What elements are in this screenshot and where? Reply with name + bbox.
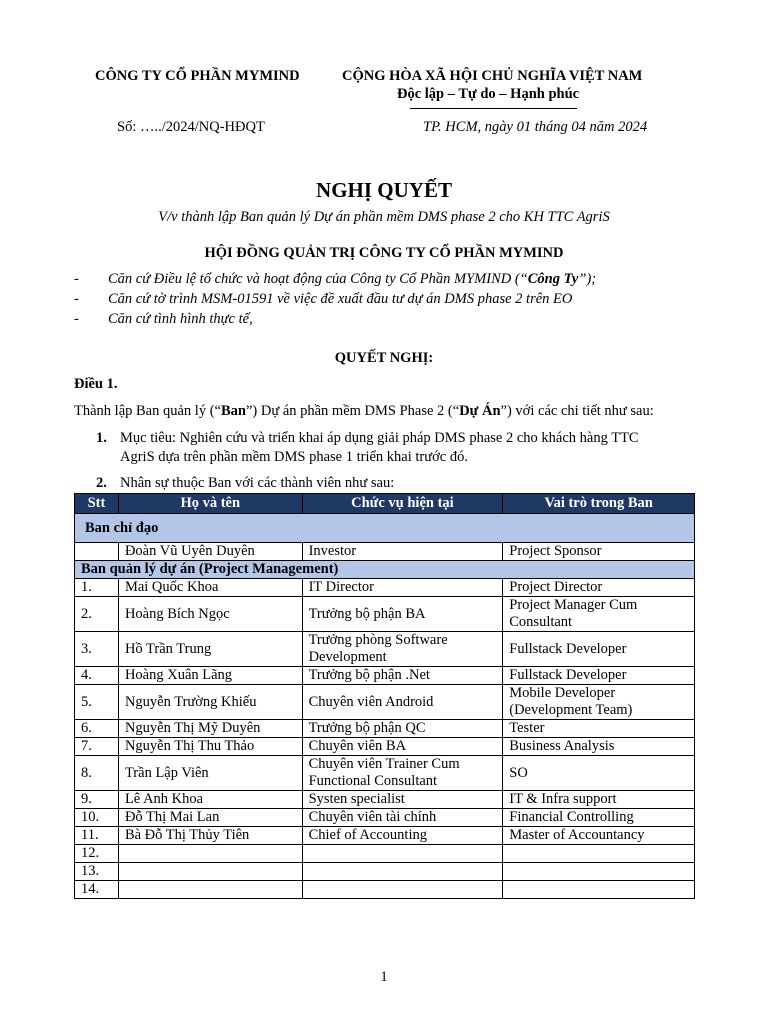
cell-role: Tester	[503, 720, 695, 738]
cell-name: Hoàng Bích Ngọc	[118, 597, 302, 632]
cell-position	[302, 863, 503, 881]
cell-name: Mai Quốc Khoa	[118, 579, 302, 597]
document-title: NGHỊ QUYẾT	[316, 178, 452, 202]
page-number: 1	[380, 969, 388, 985]
basis-text: Căn cứ Điều lệ tổ chức và hoạt động của Công ty Cổ Phần MYMIND (“Công Ty”);	[108, 271, 597, 287]
resolve-heading: QUYẾT NGHỊ:	[334, 350, 434, 366]
basis-text: Căn cứ tình hình thực tế,	[108, 311, 253, 327]
cell-name: Hoàng Xuân Lãng	[118, 667, 302, 685]
table-row	[75, 685, 695, 720]
cell-stt: 6.	[75, 720, 119, 738]
cell-stt: 14.	[75, 881, 119, 899]
cell-role: Mobile Developer (Development Team)	[503, 685, 695, 720]
cell-name: Nguyễn Thị Thu Thảo	[118, 738, 302, 756]
basis-dash: -	[74, 311, 79, 327]
cell-position: Systen specialist	[302, 791, 503, 809]
cell-role: Project Manager Cum Consultant	[503, 597, 695, 632]
table-row	[75, 720, 695, 738]
basis-dash: -	[74, 271, 79, 287]
cell-stt: 12.	[75, 845, 119, 863]
header-stt: Stt	[75, 494, 119, 514]
cell-name	[118, 845, 302, 863]
cell-stt: 4.	[75, 667, 119, 685]
cell-role	[503, 845, 695, 863]
motto-underline	[410, 108, 577, 109]
cell-role	[503, 863, 695, 881]
header-position: Chức vụ hiện tại	[302, 494, 503, 514]
table-header-row	[75, 494, 695, 514]
group-label: Ban chỉ đạo	[75, 514, 695, 543]
cell-role: IT & Infra support	[503, 791, 695, 809]
cell-role: Financial Controlling	[503, 809, 695, 827]
table-row	[75, 738, 695, 756]
cell-stt: 7.	[75, 738, 119, 756]
document-subtitle: V/v thành lập Ban quản lý Dự án phần mềm DMS phase 2 cho KH TTC AgriS	[158, 209, 610, 225]
item-number: 1.	[96, 430, 107, 446]
cell-role	[503, 881, 695, 899]
cell-name: Nguyễn Trường Khiếu	[118, 685, 302, 720]
cell-position: Chuyên viên Trainer Cum Functional Consultant	[302, 756, 503, 791]
cell-position: Trưởng bộ phận .Net	[302, 667, 503, 685]
cell-stt: 8.	[75, 756, 119, 791]
table-row	[75, 827, 695, 845]
table-row	[75, 579, 695, 597]
table-row	[75, 597, 695, 632]
item-members-line: Nhân sự thuộc Ban với các thành viên như sau:	[120, 475, 395, 491]
table-row	[75, 632, 695, 667]
cell-name	[118, 863, 302, 881]
cell-name: Trần Lập Viên	[118, 756, 302, 791]
place-date: TP. HCM, ngày 01 tháng 04 năm 2024	[423, 119, 648, 135]
members-table	[74, 493, 695, 899]
cell-position: Chuyên viên tài chính	[302, 809, 503, 827]
item-number: 2.	[96, 475, 107, 491]
basis-dash: -	[74, 291, 79, 307]
cell-position: IT Director	[302, 579, 503, 597]
cell-stt	[75, 543, 119, 561]
cell-role: Project Director	[503, 579, 695, 597]
table-row	[75, 845, 695, 863]
cell-stt: 9.	[75, 791, 119, 809]
cell-name: Đỗ Thị Mai Lan	[118, 809, 302, 827]
nation-title: CỘNG HÒA XÃ HỘI CHỦ NGHĨA VIỆT NAM	[342, 68, 643, 84]
cell-name: Nguyễn Thị Mỹ Duyên	[118, 720, 302, 738]
table-row	[75, 791, 695, 809]
motto: Độc lập – Tự do – Hạnh phúc	[397, 86, 580, 102]
cell-role: Business Analysis	[503, 738, 695, 756]
cell-stt: 1.	[75, 579, 119, 597]
article-1-heading: Điều 1.	[74, 376, 118, 392]
table-row	[75, 863, 695, 881]
cell-stt: 11.	[75, 827, 119, 845]
group-row-pm	[75, 561, 695, 579]
cell-name: Bà Đỗ Thị Thủy Tiên	[118, 827, 302, 845]
cell-position: Chuyên viên Android	[302, 685, 503, 720]
cell-role: Master of Accountancy	[503, 827, 695, 845]
cell-position: Investor	[302, 543, 503, 561]
table-row	[75, 543, 695, 561]
cell-role: Project Sponsor	[503, 543, 695, 561]
header-name: Họ và tên	[118, 494, 302, 514]
basis-text: Căn cứ tờ trình MSM-01591 về việc đề xuất đầu tư dự án DMS phase 2 trên EO	[108, 291, 573, 307]
cell-stt: 5.	[75, 685, 119, 720]
cell-position: Trưởng bộ phận BA	[302, 597, 503, 632]
article-1-intro: Thành lập Ban quản lý (“Ban”) Dự án phần mềm DMS Phase 2 (“Dự Án”) với các chi tiết như sau:	[74, 403, 654, 419]
group-label: Ban quản lý dự án (Project Management)	[75, 561, 695, 579]
cell-name: Đoàn Vũ Uyên Duyên	[118, 543, 302, 561]
board-title: HỘI ĐỒNG QUẢN TRỊ CÔNG TY CỔ PHẦN MYMIND	[204, 245, 564, 261]
document-number: Số: …../2024/NQ-HĐQT	[117, 119, 265, 135]
item-goal-line2: AgriS dựa trên phần mềm DMS phase 1 triển khai trước đó.	[120, 449, 468, 465]
item-goal-line1: Mục tiêu: Nghiên cứu và triển khai áp dụng giải pháp DMS phase 2 cho khách hàng TTC	[120, 430, 639, 446]
table-row	[75, 809, 695, 827]
cell-role: SO	[503, 756, 695, 791]
table-row	[75, 881, 695, 899]
cell-position: Trưởng phòng Software Development	[302, 632, 503, 667]
cell-role: Fullstack Developer	[503, 667, 695, 685]
cell-role: Fullstack Developer	[503, 632, 695, 667]
cell-position	[302, 881, 503, 899]
cell-position: Trưởng bộ phận QC	[302, 720, 503, 738]
header-role: Vai trò trong Ban	[503, 494, 695, 514]
table-row	[75, 667, 695, 685]
cell-name: Lê Anh Khoa	[118, 791, 302, 809]
cell-stt: 3.	[75, 632, 119, 667]
company-name: CÔNG TY CỔ PHẦN MYMIND	[95, 68, 300, 84]
cell-name: Hồ Trần Trung	[118, 632, 302, 667]
cell-position	[302, 845, 503, 863]
group-row-steering	[75, 514, 695, 543]
cell-position: Chuyên viên BA	[302, 738, 503, 756]
cell-stt: 2.	[75, 597, 119, 632]
cell-position: Chief of Accounting	[302, 827, 503, 845]
cell-stt: 10.	[75, 809, 119, 827]
cell-stt: 13.	[75, 863, 119, 881]
table-row	[75, 756, 695, 791]
cell-name	[118, 881, 302, 899]
